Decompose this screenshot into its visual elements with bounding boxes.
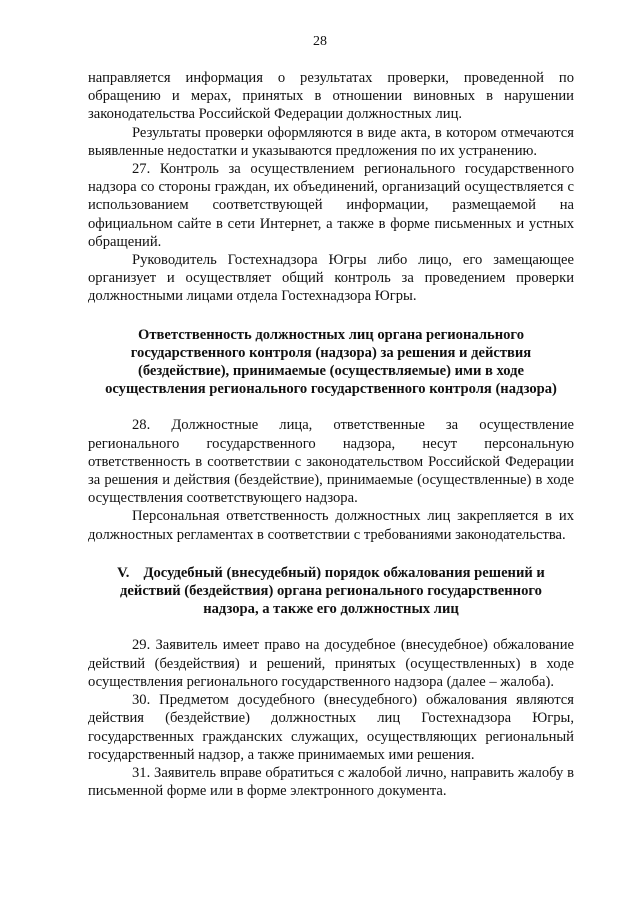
spacer bbox=[88, 544, 574, 564]
heading-line: действий (бездействия) органа регионального государственного bbox=[120, 583, 542, 600]
paragraph-personal-responsibility: Персональная ответственность должностных лиц закрепляется в их должностных регламентах в соответствии с требованиями законодательства. bbox=[88, 508, 574, 543]
heading-line bbox=[88, 564, 574, 582]
heading-section-v bbox=[88, 564, 574, 619]
document-body bbox=[88, 69, 574, 800]
page-number: 28 bbox=[313, 34, 327, 49]
heading-line: (бездействие), принимаемые (осуществляемые) ими в ходе bbox=[137, 363, 525, 380]
heading-line: Ответственность должностных лиц органа регионального bbox=[138, 326, 524, 343]
heading-line: осуществления регионального государственного контроля (надзора) bbox=[105, 381, 557, 398]
heading-line: надзора, а также его должностных лиц bbox=[203, 601, 459, 618]
paragraph-30: 30. Предметом досудебного (внесудебного) обжалования являются действия (бездействие) должностных лиц Гостехнадзора Югры, государственных гражданских служащих, осуществляющих региональный государственный надзор, а также принимаемых ими решения. bbox=[88, 692, 574, 763]
paragraph-31: 31. Заявитель вправе обратиться с жалобой лично, направить жалобу в письменной форме или в форме электронного документа. bbox=[88, 764, 574, 800]
heading-line-text: Досудебный (внесудебный) порядок обжалования решений и bbox=[143, 564, 545, 581]
spacer bbox=[88, 306, 574, 326]
paragraph-head-control: Руководитель Гостехнадзора Югры либо лицо, его замещающее организует и осуществляет общий контроль за проведением проверки должностными лицами отдела Гостехнадзора Югры. bbox=[88, 252, 574, 305]
paragraph-29: 29. Заявитель имеет право на досудебное (внесудебное) обжалование действий (бездействия) и решений, принятых (осуществленных) в ходе осуществления регионального государственного надзора (далее – жалоба). bbox=[88, 637, 574, 690]
spacer bbox=[88, 398, 574, 416]
section-numeral: V. bbox=[117, 564, 130, 581]
paragraph-inspection-results: Результаты проверки оформляются в виде акта, в котором отмечаются выявленные недостатки и указываются предложения по их устранению. bbox=[88, 124, 574, 159]
paragraph-27: 27. Контроль за осуществлением регионального государственного надзора со стороны граждан, их объединений, организаций осуществляется с использованием соответствующей информации, размещаемой на официальном сайте в сети Интернет, а также в форме письменных и устных обращений. bbox=[88, 161, 574, 250]
spacer bbox=[88, 618, 574, 636]
heading-responsibility bbox=[88, 326, 574, 399]
paragraph-continuation: направляется информация о результатах проверки, проведенной по обращению и мерах, принятых в отношении виновных в нарушении законодательства Российской Федерации должностных лиц. bbox=[88, 70, 574, 123]
paragraph-28: 28. Должностные лица, ответственные за осуществление регионального государственного надзора, несут персональную ответственность в соответствии с законодательством Российской Федерации за решения и действия (бездействие), принимаемые (осуществленные) в ходе осуществления соответствующего надзора. bbox=[88, 417, 574, 507]
heading-line: государственного контроля (надзора) за решения и действия bbox=[130, 344, 532, 361]
